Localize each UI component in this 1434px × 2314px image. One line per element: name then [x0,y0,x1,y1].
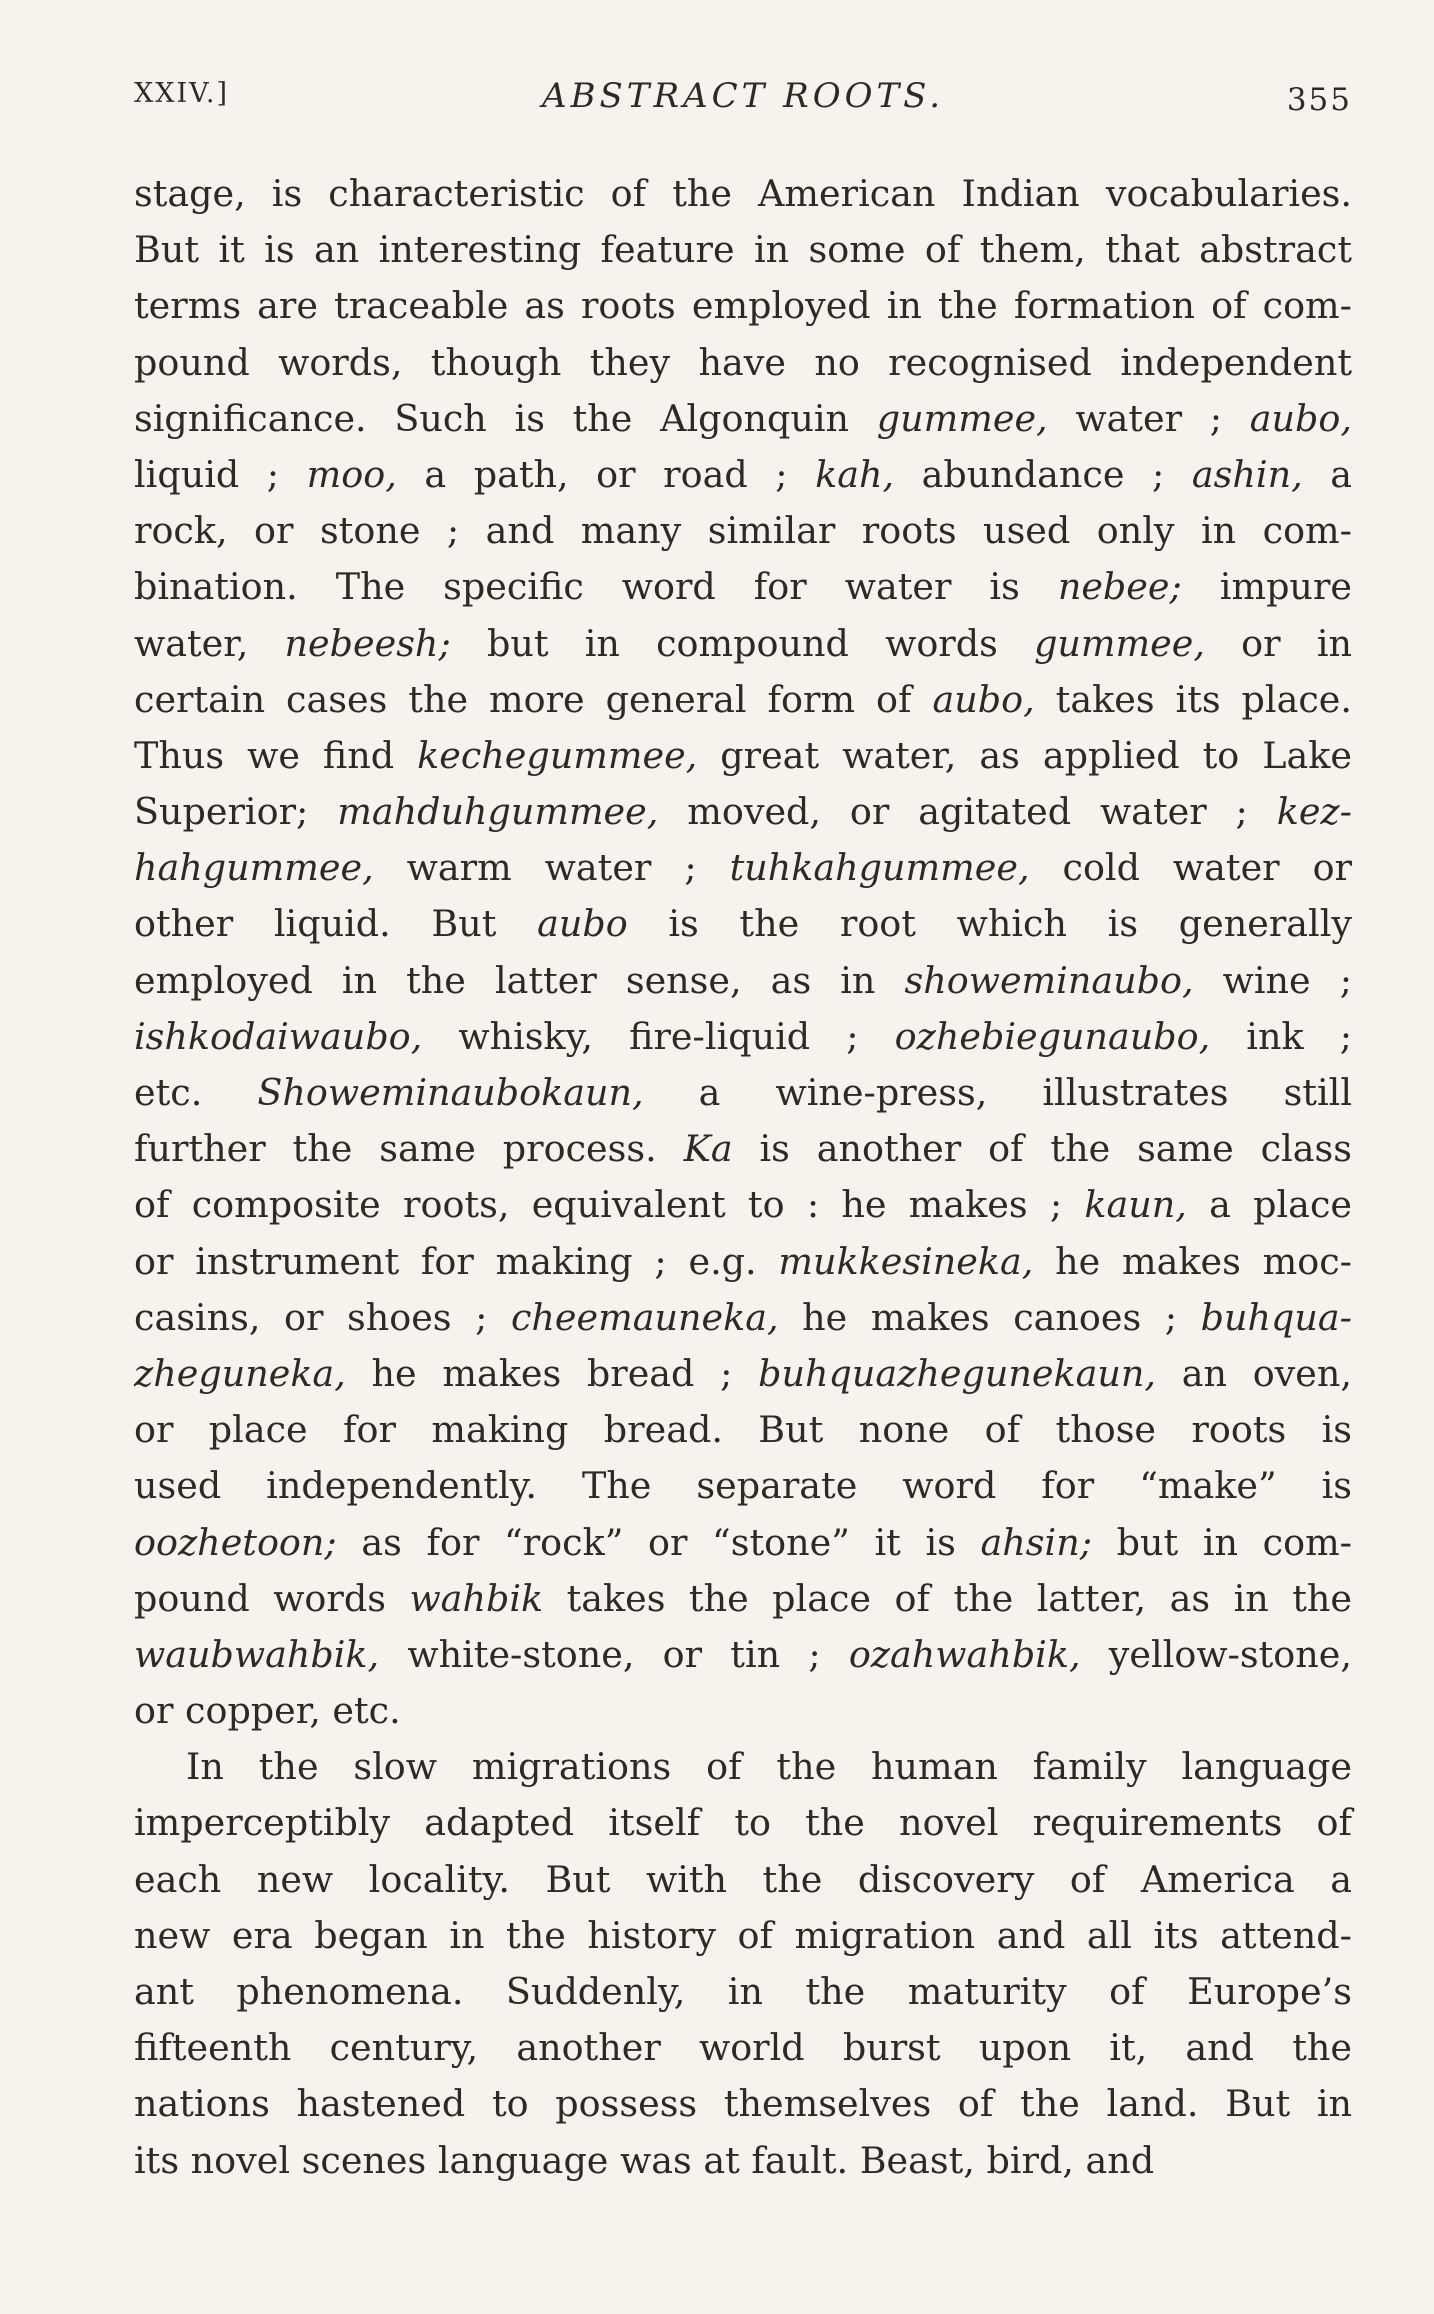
text-run: certain cases the more general form of [134,677,933,721]
italic-term: ishkodaiwaubo, [134,1014,423,1058]
italic-term: kechegummee, [417,733,698,777]
text-run: significance. Such is the Algonquin [134,396,877,440]
italic-term: gummee, [876,396,1048,440]
italic-term: hahgummee, [134,846,374,890]
italic-term: oozhetoon; [134,1520,337,1564]
text-line [134,728,1352,784]
text-line [134,2020,1352,2076]
italic-term: ozahwahbik, [848,1632,1081,1676]
page-number: 355 [1286,82,1352,118]
italic-term: aubo, [1249,396,1352,440]
text-run: cold water or [1029,846,1352,890]
text-run: new era began in the history of migration and all its attend- [134,1913,1352,1957]
text-run: a wine-press, illustrates still [643,1071,1352,1114]
italic-term: Ka [683,1127,733,1171]
text-run: he makes canoes ; [778,1295,1201,1339]
text-line [134,953,1352,1009]
text-run: In the slow migrations of the human family language [186,1745,1352,1789]
text-run: ink ; [1210,1014,1352,1058]
text-run: or place for making bread. But none of those roots is [134,1408,1352,1452]
italic-term: kah, [815,452,895,496]
text-line [134,784,1352,840]
italic-term: mukkesineka, [778,1239,1034,1283]
italic-term: nebeesh; [284,621,451,665]
italic-term: buhqua- [1200,1295,1353,1339]
text-line [134,1234,1352,1290]
text-line [134,1177,1352,1233]
text-run: But it is an interesting feature in some of them, that abstract [134,228,1352,272]
text-run: whisky, fire-liquid ; [422,1014,895,1058]
text-run: employed in the latter sense, as in [134,958,905,1002]
text-line [134,1458,1352,1514]
text-line [134,1964,1352,2020]
italic-term: showeminaubo, [904,958,1194,1002]
text-run: further the same process. [134,1127,684,1171]
text-run: but in compound words [450,621,1035,665]
text-run: its novel scenes language was at fault. Beast, bird, and [134,2138,1155,2182]
text-line [134,1908,1352,1964]
text-line [134,1852,1352,1908]
text-run: an oven, [1156,1351,1353,1395]
text-run: etc. [134,1071,258,1114]
text-run: yellow-stone, [1080,1632,1352,1676]
italic-term: aubo [537,902,628,946]
italic-term: kaun, [1084,1183,1187,1227]
text-run: is the root which is generally [627,902,1352,946]
text-run: as for “rock” or “stone” it is [336,1520,981,1564]
text-run: bination. The specific word for water is [134,565,1058,609]
text-run: impure [1181,565,1352,609]
text-run: water ; [1047,396,1250,440]
chapter-number: XXIV.] [134,78,230,109]
text-run: wine ; [1193,958,1352,1002]
text-line [134,1290,1352,1346]
text-run: a path, or road ; [396,452,816,496]
italic-term: gummee, [1034,621,1205,665]
text-line [134,1009,1352,1065]
text-line [134,1121,1352,1177]
italic-term: ozhebiegunaubo, [894,1014,1211,1058]
text-line [134,672,1352,728]
text-run: used independently. The separate word for “make” is [134,1464,1352,1508]
italic-term: kez- [1276,790,1352,834]
text-run: is another of the same class [732,1127,1352,1171]
italic-term: tuhkahgummee, [729,846,1030,890]
text-run: takes the place of the latter, as in the [543,1576,1352,1620]
text-run: casins, or shoes ; [134,1295,511,1339]
text-run: he makes moc- [1033,1239,1352,1283]
text-run: fifteenth century, another world burst upon it, and the [134,2026,1352,2070]
text-line [134,840,1352,896]
italic-term: waubwahbik, [134,1632,380,1676]
text-run: a [1302,452,1353,496]
text-run: takes its place. [1034,677,1352,721]
text-run: pound words, though they have no recognised independent [134,340,1352,384]
italic-term: moo, [306,452,397,496]
italic-term: ahsin; [980,1520,1093,1564]
text-run: each new locality. But with the discovery of America a [134,1857,1352,1901]
text-run: pound words [134,1576,410,1620]
text-run: warm water ; [373,846,730,890]
text-run: but in com- [1092,1520,1353,1564]
text-line [134,1065,1352,1121]
text-run: other liquid. But [134,902,538,946]
text-run: Superior; [134,790,338,834]
text-line [134,335,1352,391]
text-run: or instrument for making ; e.g. [134,1239,779,1283]
text-line [134,2133,1352,2189]
text-line [134,391,1352,447]
text-line [134,2076,1352,2132]
italic-term: nebee; [1057,565,1182,609]
text-line [134,278,1352,334]
paragraph [134,166,1352,1739]
running-head [134,70,1352,130]
text-line [134,616,1352,672]
text-line [134,1627,1352,1683]
text-line [134,1346,1352,1402]
text-line [134,1795,1352,1851]
text-run: or copper, etc. [134,1689,401,1733]
text-line [134,503,1352,559]
text-run: liquid ; [134,452,307,496]
text-line [134,1683,1352,1739]
text-run: of composite roots, equivalent to : he makes ; [134,1183,1085,1227]
text-line [134,447,1352,503]
text-run: Thus we find [134,733,418,777]
text-run: or in [1204,621,1352,665]
text-run: white-stone, or tin ; [379,1632,849,1676]
text-run: ant phenomena. Suddenly, in the maturity of Europe’s [134,1970,1352,2013]
text-run: terms are traceable as roots employed in the formation of com- [134,284,1352,328]
text-line [134,896,1352,952]
text-run: great water, as applied to Lake [697,733,1352,777]
text-run: rock, or stone ; and many similar roots used only in com- [134,509,1352,553]
text-run: water, [134,621,285,665]
italic-term: cheemauneka, [510,1295,779,1339]
italic-term: Showeminaubokaun, [257,1071,644,1114]
text-run: a place [1186,1183,1352,1227]
text-run: stage, is characteristic of the American Indian vocabularies. [134,172,1352,215]
running-title: ABSTRACT ROOTS. [541,76,945,116]
body-text [134,166,1352,2189]
text-line [134,166,1352,222]
text-line [134,1515,1352,1571]
italic-term: buhquazhegunekaun, [758,1351,1156,1395]
text-line [134,1571,1352,1627]
text-line [134,1402,1352,1458]
italic-term: zheguneka, [134,1351,346,1395]
italic-term: mahduhgummee, [337,790,659,834]
text-run: he makes bread ; [345,1351,759,1395]
text-run: moved, or agitated water ; [658,790,1277,834]
italic-term: ashin, [1191,452,1303,496]
text-run: imperceptibly adapted itself to the novel requirements of [134,1801,1352,1845]
italic-term: wahbik [409,1576,544,1620]
text-line [134,1739,1352,1795]
text-run: nations hastened to possess themselves of the land. But in [134,2082,1352,2126]
paragraph [134,1739,1352,2189]
italic-term: aubo, [932,677,1035,721]
text-line [134,559,1352,615]
text-line [134,222,1352,278]
text-run: abundance ; [894,452,1192,496]
